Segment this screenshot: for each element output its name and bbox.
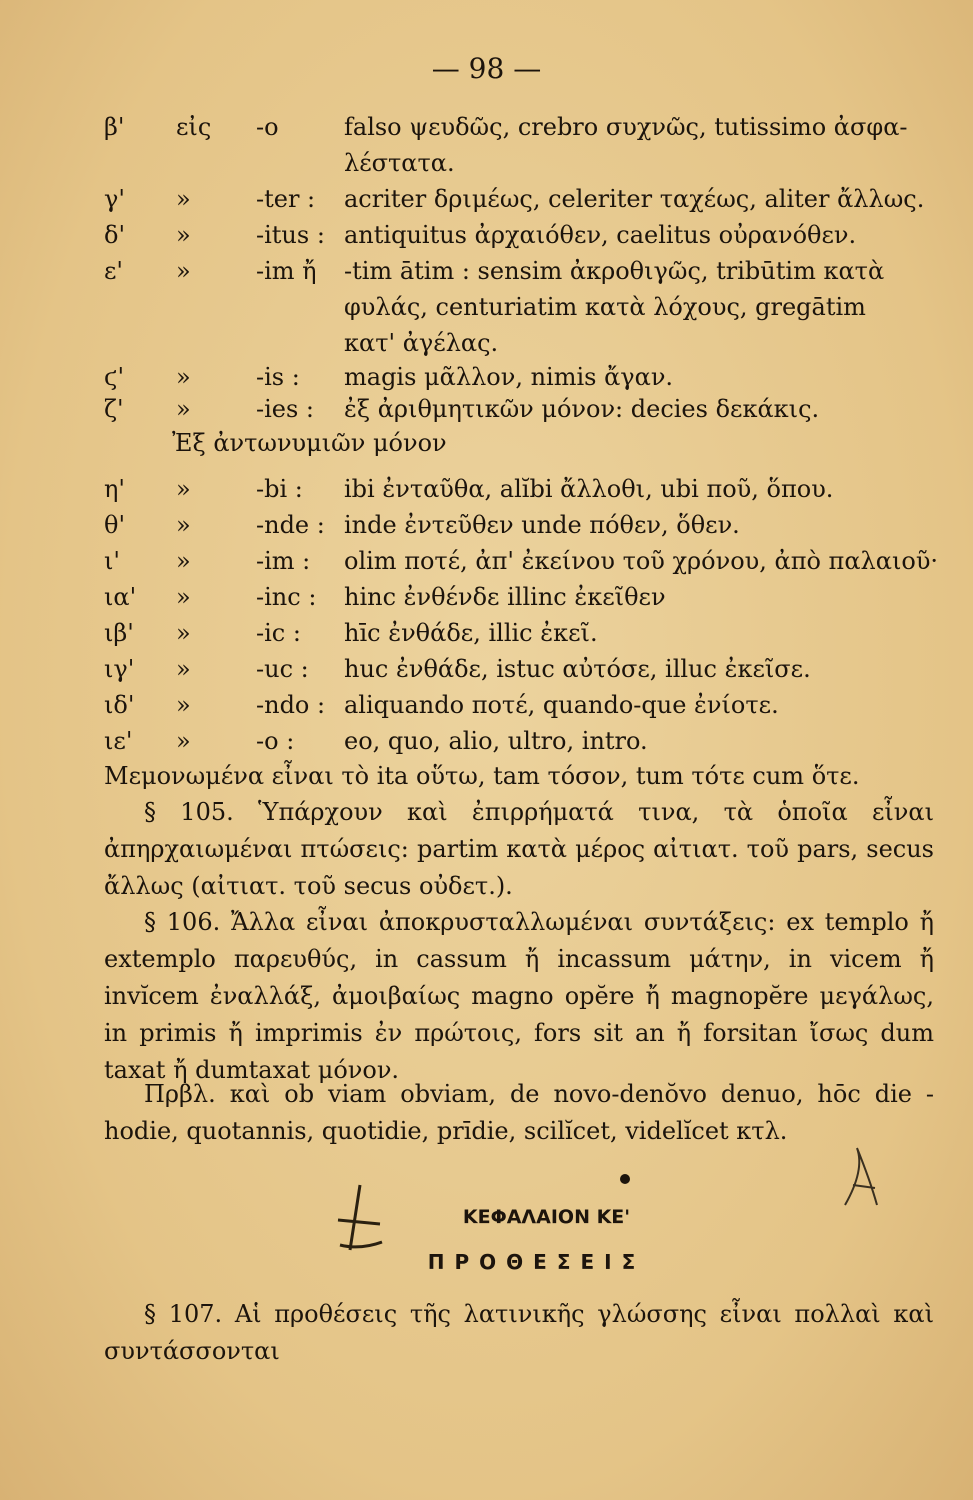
item-number: ια' bbox=[104, 583, 137, 611]
item-text: ibi ἐνταῦθα, alĭbi ἄλλοθι, ubi ποῦ, ὅπου. bbox=[344, 475, 834, 503]
list-item bbox=[0, 216, 973, 254]
item-text: magis μᾶλλον, nimis ἄγαν. bbox=[344, 363, 674, 391]
item-mark: » bbox=[176, 583, 191, 611]
list-item bbox=[0, 722, 973, 760]
item-suffix: -ter : bbox=[256, 185, 316, 213]
item-suffix: -is : bbox=[256, 363, 300, 391]
item-number: ζ' bbox=[104, 395, 124, 423]
list-item bbox=[0, 614, 973, 652]
item-suffix: -uc : bbox=[256, 655, 309, 683]
item-suffix: -o bbox=[256, 113, 279, 141]
item-mark: » bbox=[176, 221, 191, 249]
item-suffix: -ies : bbox=[256, 395, 315, 423]
item-continuation: λέστατα. bbox=[344, 149, 455, 177]
item-number: β' bbox=[104, 113, 125, 141]
item-mark: » bbox=[176, 257, 191, 285]
item-text: hinc ἐνθένδε illinc ἐκεῖθεν bbox=[344, 583, 666, 611]
item-suffix: -ndo : bbox=[256, 691, 326, 719]
item-text: falso ψευδῶς, crebro συχνῶς, tutissimo ἀσφα- bbox=[344, 113, 908, 141]
list-item bbox=[0, 650, 973, 688]
item-number: ιδ' bbox=[104, 691, 135, 719]
list-item bbox=[0, 506, 973, 544]
list-item bbox=[0, 252, 973, 290]
item-text: eo, quo, alio, ultro, intro. bbox=[344, 727, 648, 755]
item-number: γ' bbox=[104, 185, 125, 213]
item-mark: » bbox=[176, 691, 191, 719]
item-number: ιγ' bbox=[104, 655, 135, 683]
item-text: -tim ātim : sensim ἀκροθιγῶς, tribūtim κατὰ bbox=[344, 257, 885, 285]
item-number: δ' bbox=[104, 221, 126, 249]
item-suffix: -ic : bbox=[256, 619, 301, 647]
list-item bbox=[0, 542, 973, 580]
item-number: ιβ' bbox=[104, 619, 134, 647]
item-number: η' bbox=[104, 475, 125, 503]
ink-dot bbox=[620, 1174, 630, 1184]
item-mark: » bbox=[176, 727, 191, 755]
item-mark: » bbox=[176, 395, 191, 423]
item-number: θ' bbox=[104, 511, 126, 539]
item-suffix: -nde : bbox=[256, 511, 325, 539]
item-suffix: -im ἤ bbox=[256, 257, 317, 285]
item-mark: εἰς bbox=[176, 113, 212, 141]
page-number: — 98 — bbox=[431, 52, 542, 85]
item-mark: » bbox=[176, 185, 191, 213]
item-text: huc ἐνθάδε, istuc αὐτόσε, illuc ἐκεῖσε. bbox=[344, 655, 811, 683]
item-mark: » bbox=[176, 655, 191, 683]
list-item bbox=[0, 180, 973, 218]
item-text: aliquando ποτέ, quando-que ἐνίοτε. bbox=[344, 691, 779, 719]
item-number: ιε' bbox=[104, 727, 133, 755]
item-text: hīc ἐνθάδε, illic ἐκεῖ. bbox=[344, 619, 598, 647]
paragraph-107: § 107. Αἱ προθέσεις τῆς λατινικῆς γλώσσης εἶναι πολλαὶ καὶ συντάσσονται bbox=[104, 1300, 934, 1365]
item-continuation: κατ' ἀγέλας. bbox=[344, 329, 499, 357]
paragraph-isolated: Μεμονωμένα εἶναι τὸ ita οὕτω, tam τόσον, tum τότε cum ὅτε. bbox=[104, 762, 860, 790]
item-mark: » bbox=[176, 547, 191, 575]
item-number: ι' bbox=[104, 547, 121, 575]
item-suffix: -inc : bbox=[256, 583, 317, 611]
chapter-title: ΠΡΟΘΕΣΕΙΣ bbox=[427, 1250, 646, 1274]
item-mark: » bbox=[176, 363, 191, 391]
list-item bbox=[0, 390, 973, 428]
list-item bbox=[0, 578, 973, 616]
item-text: olim ποτέ, ἀπ' ἐκείνου τοῦ χρόνου, ἀπὸ παλαιοῦ· bbox=[344, 547, 939, 575]
section-subheading: Ἐξ ἀντωνυμιῶν μόνον bbox=[172, 429, 447, 457]
item-number: ϛ' bbox=[104, 363, 125, 391]
list-item bbox=[0, 108, 973, 146]
item-text: ἐξ ἀριθμητικῶν μόνον: decies δεκάκις. bbox=[344, 395, 820, 423]
list-item bbox=[0, 470, 973, 508]
item-text: antiquitus ἀρχαιόθεν, caelitus οὐρανόθεν. bbox=[344, 221, 857, 249]
item-suffix: -o : bbox=[256, 727, 295, 755]
item-text: inde ἐντεῦθεν unde πόθεν, ὅθεν. bbox=[344, 511, 740, 539]
item-suffix: -itus : bbox=[256, 221, 325, 249]
paragraph-106: § 106. Ἄλλα εἶναι ἀποκρυσταλλωμέναι συντάξεις: ex templo ἤ extemplo παρευθύς, in cassum ἤ incassum μάτην, in vicem ἤ invĭcem ἐναλλάξ, ἀμοιβαίως magno opĕre ἤ magnopĕre μεγάλως, in primis ἤ imprimis ἐν πρώτοις, fors sit an ἤ forsitan ἴσως dum taxat ἤ dumtaxat μόνον. bbox=[104, 908, 934, 1084]
handwritten-mark bbox=[835, 1140, 885, 1210]
item-mark: » bbox=[176, 511, 191, 539]
paragraph-105: § 105. Ὑπάρχουν καὶ ἐπιρρήματά τινα, τὰ ὁποῖα εἶναι ἀπηρχαιωμέναι πτώσεις: partim κατὰ μέρος αἰτιατ. τοῦ pars, secus ἄλλως (αἰτιατ. τοῦ secus οὐδετ.). bbox=[104, 798, 934, 900]
item-continuation: φυλάς, centuriatim κατὰ λόχους, gregātim bbox=[344, 293, 866, 321]
chapter-label: ΚΕΦΑΛΑΙΟΝ ΚΕ' bbox=[462, 1206, 631, 1228]
item-suffix: -bi : bbox=[256, 475, 303, 503]
item-suffix: -im : bbox=[256, 547, 311, 575]
item-number: ε' bbox=[104, 257, 124, 285]
paragraph-cf: Πρβλ. καὶ ob viam obviam, de novo-denŏvo denuo, hōc die -hodie, quotannis, quotidie, prīdie, scilĭcet, videlĭcet κτλ. bbox=[104, 1080, 934, 1145]
item-text: acriter δριμέως, celeriter ταχέως, aliter ἄλλως. bbox=[344, 185, 925, 213]
item-mark: » bbox=[176, 619, 191, 647]
item-mark: » bbox=[176, 475, 191, 503]
list-item bbox=[0, 686, 973, 724]
